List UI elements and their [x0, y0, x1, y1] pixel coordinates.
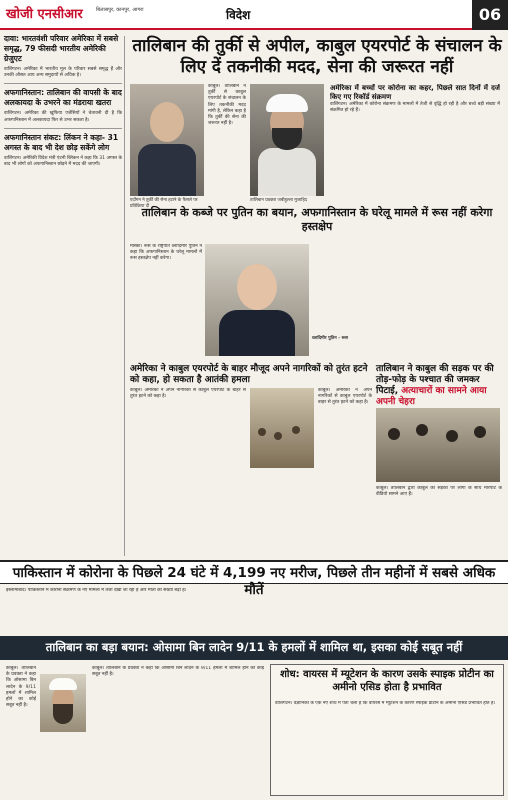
research-headline: शोध: वायरस में म्यूटेशन के कारण उसके स्पाइक प्रोटीन का अमीनो एसिड होता है प्रभावित: [280, 669, 494, 693]
person-shape: [258, 428, 266, 436]
divider: [4, 128, 122, 129]
suit-shape: [219, 310, 295, 356]
second-story-body: मास्को। रूस के राष्ट्रपति व्लादिमीर पुतिन ने कहा कि अफगानिस्तान के घरेलू मामलों में रूस हस्तक्षेप नहीं करेगा।: [130, 244, 202, 262]
story-row-right-headline-text: तालिबान ने काबुल की सड़क पर की तोड़-फोड़ के पश्चात की जमकर पिटाई,: [376, 364, 494, 396]
left-column: [4, 34, 122, 558]
story-row-left-body: काबुल। अमेरिका ने अपने नागरिकों से काबुल एयरपोर्ट के बाहर से तुरंत हटने को कहा है।: [130, 388, 246, 400]
kabul-street-photo: [250, 388, 314, 468]
person-shape: [274, 432, 282, 440]
research-box: [270, 664, 504, 796]
covid-banner-headline: पाकिस्तान में कोरोना के पिछले 24 घंटे में 4,199 नए मरीज, पिछले तीन महीनों में सबसे अधिक मौतें: [12, 565, 496, 598]
laden-banner: [0, 636, 508, 660]
laden-banner-headline: तालिबान का बड़ा बयान: ओसामा बिन लादेन 9/11 के हमलों में शामिल था, इसका कोई सबूत नहीं: [45, 640, 463, 654]
covid-story-body: इस्लामाबाद। पाकिस्तान में कोरोना संक्रमण के नए मामलों में तेजी देखी जा रही है और मौतों की संख्या बढ़ी है।: [6, 588, 187, 593]
right-story-1-body: [330, 84, 500, 198]
page-number: 06: [472, 0, 508, 30]
person-shape: [416, 424, 428, 436]
top-story-body: काबुल। तालिबान ने तुर्की से काबुल एयरपोर्ट के संचालन के लिए तकनीकी मदद मांगी है, लेकिन कहा है कि तुर्की की सेना की जरूरत नहीं है।: [208, 84, 246, 127]
beard-shape: [272, 128, 302, 150]
right-story-1-headline: अमेरिका में बच्चों पर कोरोना का कहर, पिछले सात दिनों में दर्ज किए गए रिकॉर्ड संक्रमण: [330, 84, 500, 101]
person-shape: [446, 430, 458, 442]
left-story-2-body: वाशिंगटन। अमेरिका की खुफिया एजेंसियों ने चेतावनी दी है कि अफगानिस्तान में अलकायदा फिर से उभर सकता है।: [4, 111, 122, 123]
putin-photo: [205, 244, 309, 356]
osama-photo: [40, 674, 86, 732]
face-shape: [237, 264, 277, 310]
dateline: बिलासपुर, कानपुर, आगरा: [96, 7, 144, 13]
laden-story-col-1: काबुल। तालिबान के प्रवक्ता ने कहा कि ओसामा बिन लादेन के 9/11 हमलों में शामिल होने का कोई सबूत नहीं है।: [6, 666, 36, 709]
top-story-caption-left: एर्दोगन ने तुर्की की सेना हटाने के फैसले पर प्रतिक्रिया दी: [130, 198, 198, 209]
face-shape: [150, 102, 184, 142]
newspaper-logo: खोजी एनसीआर: [6, 7, 83, 22]
second-story-caption: व्लादिमीर पुतिन - रूस: [312, 336, 348, 341]
masthead: [0, 0, 508, 30]
left-story-2-headline: अफगानिस्तान: तालिबान की वापसी के बाद अलकायदा के उभरने का मंडराया खतरा: [4, 88, 122, 108]
left-story-1-body: वाशिंगटन। अमेरिका में भारतीय मूल के परिवार सबसे समृद्ध हैं और उनकी औसत आय अन्य समुदायों से अधिक है।: [4, 67, 122, 79]
left-story-1-headline: दावा: भारतवंशी परिवार अमेरिका में सबसे समृद्ध, 79 फीसदी भारतीय अमेरिकी ग्रेजुएट: [4, 34, 119, 63]
person-shape: [474, 426, 486, 438]
section-title: विदेश: [226, 8, 251, 22]
suit-shape: [138, 144, 196, 196]
second-story-headline: तालिबान के कब्जे पर पुतिन का बयान, अफगानिस्तान के घरेलू मामले में रूस नहीं करेगा हस्तक्षेप: [141, 206, 493, 233]
left-story-3-body: वाशिंगटन। अमेरिकी विदेश मंत्री एंटनी ब्लिंकन ने कहा कि 31 अगस्त के बाद भी लोगों को अफगानिस्तान छोड़ने में मदद की जाएगी।: [4, 155, 123, 168]
person-shape: [388, 428, 400, 440]
laden-story-col-2: काबुल। तालिबान के प्रवक्ता ने कहा कि ओसामा बिन लादेन के 9/11 हमलों में शामिल होने का कोई सबूत नहीं है।: [92, 666, 264, 678]
taliban-spokesman-photo: [250, 84, 324, 196]
research-body: वाशिंगटन। वैज्ञानिकों के एक नए शोध में पता चला है कि वायरस में म्यूटेशन के कारण स्पाइक प्रोटीन के अमीनो एसिड प्रभावित होते हैं।: [275, 701, 496, 706]
beard-shape: [53, 704, 73, 724]
person-shape: [292, 426, 300, 434]
story-row-right-body: काबुल। तालिबान द्वारा काबुल की सड़कों पर लोगों के साथ मारपीट के वीडियो सामने आए हैं।: [376, 486, 502, 498]
story-row-left-headline: अमेरिका ने काबुल एयरपोर्ट के बाहर मौजूद अपने नागरिकों को तुरंत हटने को कहा, हो सकता है आतंकी हमला: [130, 364, 368, 385]
divider: [4, 83, 122, 84]
taliban-crowd-photo: [376, 408, 500, 482]
left-story-3-headline: अफगानिस्तान संकट: लिंकन ने कहा- 31 अगस्त के बाद भी देश छोड़ सकेंगे लोग: [4, 132, 119, 152]
top-story-headline: तालिबान की तुर्की से अपील, काबुल एयरपोर्ट के संचालन के लिए दें तकनीकी मदद, सेना की जरूरत नहीं: [132, 36, 502, 77]
column-divider: [124, 36, 125, 556]
story-row-right-headline: [376, 364, 502, 408]
story-row-mid-body: काबुल। अमेरिका ने अपने नागरिकों से काबुल एयरपोर्ट के बाहर से तुरंत हटने को कहा है।: [318, 388, 372, 406]
turban-shape: [49, 678, 77, 690]
right-story-1-text: वाशिंगटन। अमेरिका में कोरोना संक्रमण के मामलों में तेजी से वृद्धि हो रही है और बच्चे बड़ी संख्या में संक्रमित हो रहे हैं।: [330, 102, 500, 114]
suit-shape: [258, 148, 316, 196]
erdogan-photo: [130, 84, 204, 196]
story-row-right-headline-red: अत्याचारों का सामने आया अपनी चेहरा: [376, 386, 487, 407]
top-story-caption-right: तालिबान प्रवक्ता जबीहुल्ला मुजाहिद: [250, 198, 308, 203]
turban-shape: [266, 94, 308, 112]
